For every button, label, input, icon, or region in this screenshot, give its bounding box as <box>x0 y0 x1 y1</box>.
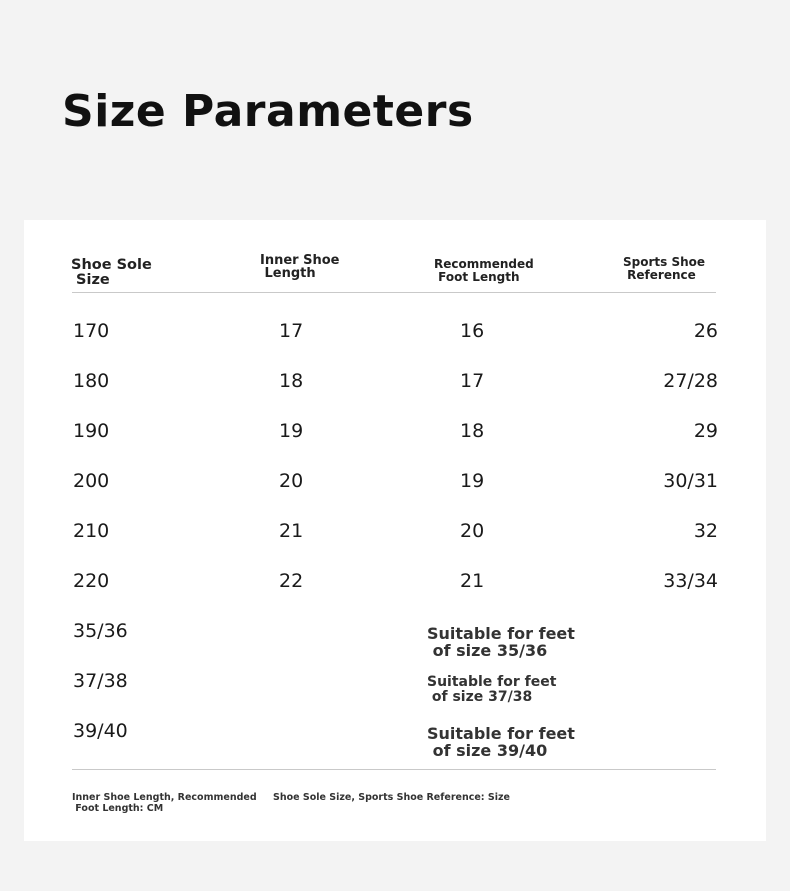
cell-shoe-sole-size: 35/36 <box>73 620 128 642</box>
cell-recommended-foot-length: 21 <box>460 570 485 592</box>
cell-sports-shoe-reference: 29 <box>693 420 718 442</box>
cell-recommended-foot-length: 19 <box>460 470 485 492</box>
cell-shoe-sole-size: 200 <box>73 470 110 492</box>
cell-inner-shoe-length: 18 <box>279 370 304 392</box>
header-recommended-foot-length: Recommended Foot Length <box>434 257 534 284</box>
footnote-units-size: Shoe Sole Size, Sports Shoe Reference: Size <box>273 792 510 803</box>
header-shoe-sole-size: Shoe Sole Size <box>71 257 152 288</box>
cell-shoe-sole-size: 170 <box>73 320 110 342</box>
cell-shoe-sole-size: 180 <box>73 370 110 392</box>
suitable-note: Suitable for feet of size 35/36 <box>427 624 575 660</box>
cell-recommended-foot-length: 16 <box>460 320 485 342</box>
cell-inner-shoe-length: 17 <box>279 320 304 342</box>
cell-inner-shoe-length: 20 <box>279 470 304 492</box>
cell-shoe-sole-size: 210 <box>73 520 110 542</box>
cell-shoe-sole-size: 39/40 <box>73 720 128 742</box>
suitable-note: Suitable for feet of size 37/38 <box>427 674 557 705</box>
footnote-units-cm: Inner Shoe Length, Recommended Foot Length: CM <box>72 792 257 814</box>
footer-divider <box>72 769 716 770</box>
cell-shoe-sole-size: 37/38 <box>73 670 128 692</box>
cell-inner-shoe-length: 19 <box>279 420 304 442</box>
header-inner-shoe-length: Inner Shoe Length <box>260 253 340 281</box>
cell-sports-shoe-reference: 30/31 <box>663 470 718 492</box>
cell-sports-shoe-reference: 33/34 <box>663 570 718 592</box>
cell-recommended-foot-length: 20 <box>460 520 485 542</box>
suitable-note: Suitable for feet of size 39/40 <box>427 724 575 760</box>
header-sports-shoe-reference: Sports Shoe Reference <box>623 255 706 282</box>
cell-inner-shoe-length: 21 <box>279 520 304 542</box>
cell-inner-shoe-length: 22 <box>279 570 304 592</box>
cell-shoe-sole-size: 190 <box>73 420 110 442</box>
cell-recommended-foot-length: 17 <box>460 370 485 392</box>
cell-sports-shoe-reference: 27/28 <box>663 370 718 392</box>
cell-shoe-sole-size: 220 <box>73 570 110 592</box>
cell-recommended-foot-length: 18 <box>460 420 485 442</box>
header-divider <box>72 292 716 293</box>
cell-sports-shoe-reference: 32 <box>693 520 718 542</box>
cell-sports-shoe-reference: 26 <box>693 320 718 342</box>
page-title: Size Parameters <box>62 86 474 137</box>
size-table-card <box>24 220 766 841</box>
